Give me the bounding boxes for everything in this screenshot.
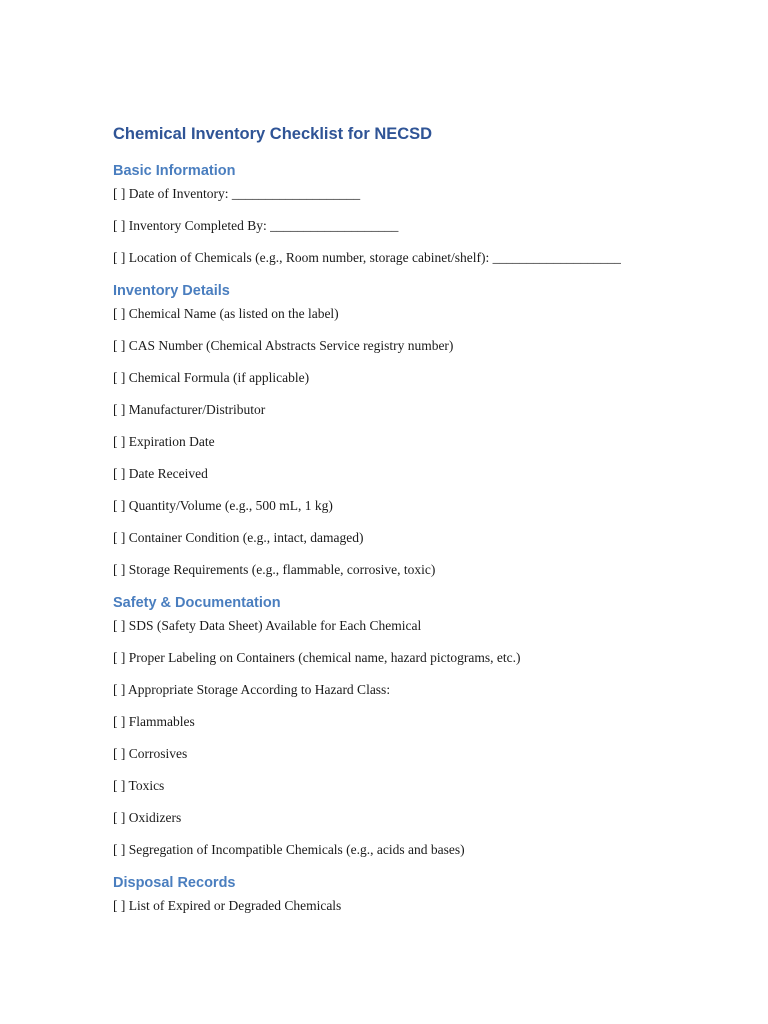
section-heading-safety-documentation: Safety & Documentation [113,595,281,611]
checklist-item [113,714,195,730]
checklist-item [113,682,390,698]
checklist-item-text: Expiration Date [128,434,215,449]
checklist-item [113,778,164,794]
section-heading-basic-information: Basic Information [113,163,236,179]
checklist-item-text: Date Received [128,466,208,481]
section-heading-inventory-details: Inventory Details [113,283,230,299]
checklist-item-text: Segregation of Incompatible Chemicals (e.g., acids and bases) [128,842,465,857]
checklist-item [113,370,309,386]
checklist-item [113,434,215,450]
checkbox-marker[interactable]: [ ] [113,306,126,321]
checklist-item [113,250,621,266]
checklist-item [113,562,435,578]
checkbox-marker[interactable]: [ ] [113,810,126,825]
checklist-item [113,842,465,858]
checkbox-marker[interactable]: [ ] [113,466,126,481]
checkbox-marker[interactable]: [ ] [113,618,126,633]
checkbox-marker[interactable]: [ ] [113,530,126,545]
checkbox-marker[interactable]: [ ] [113,562,126,577]
checklist-item [113,898,341,914]
checklist-item [113,466,208,482]
checklist-item-text: Inventory Completed By: ___________________ [128,218,399,233]
checkbox-marker[interactable]: [ ] [113,338,126,353]
checklist-item-text: Chemical Name (as listed on the label) [128,306,339,321]
checkbox-marker[interactable]: [ ] [113,250,126,265]
checklist-item [113,618,421,634]
checklist-item-text: Flammables [128,714,195,729]
checklist-item-text: Toxics [128,778,165,793]
checklist-item-text: Manufacturer/Distributor [128,402,266,417]
checklist-item-text: CAS Number (Chemical Abstracts Service registry number) [128,338,454,353]
checklist-item-text: Storage Requirements (e.g., flammable, corrosive, toxic) [128,562,436,577]
checklist-item [113,402,265,418]
checklist-item [113,746,187,762]
checkbox-marker[interactable]: [ ] [113,714,126,729]
checklist-item-text: Proper Labeling on Containers (chemical name, hazard pictograms, etc.) [128,650,521,665]
checklist-item-text: Oxidizers [128,810,182,825]
checkbox-marker[interactable]: [ ] [113,746,126,761]
checklist-item-text: List of Expired or Degraded Chemicals [128,898,342,913]
checkbox-marker[interactable]: [ ] [113,842,126,857]
checklist-item-text: Quantity/Volume (e.g., 500 mL, 1 kg) [128,498,333,513]
checkbox-marker[interactable]: [ ] [113,218,126,233]
checklist-item-text: Chemical Formula (if applicable) [128,370,310,385]
checkbox-marker[interactable]: [ ] [113,498,126,513]
checklist-item [113,530,363,546]
document-title: Chemical Inventory Checklist for NECSD [113,125,433,143]
checkbox-marker[interactable]: [ ] [113,898,126,913]
checklist-item-text: Appropriate Storage According to Hazard Class: [128,682,391,697]
checklist-item-text: Container Condition (e.g., intact, damaged) [128,530,364,545]
checkbox-marker[interactable]: [ ] [113,186,126,201]
checklist-item [113,810,181,826]
checklist-item [113,338,453,354]
checklist-item-text: Location of Chemicals (e.g., Room number, storage cabinet/shelf): ___________________ [128,250,621,265]
checkbox-marker[interactable]: [ ] [113,778,126,793]
checklist-item [113,498,333,514]
checklist-item-text: Date of Inventory: ___________________ [128,186,361,201]
checklist-item-text: SDS (Safety Data Sheet) Available for Each Chemical [128,618,422,633]
checklist-item [113,186,360,202]
checkbox-marker[interactable]: [ ] [113,434,126,449]
checklist-item-text: Corrosives [128,746,188,761]
checkbox-marker[interactable]: [ ] [113,650,126,665]
checkbox-marker[interactable]: [ ] [113,682,126,697]
checkbox-marker[interactable]: [ ] [113,402,126,417]
checklist-item [113,306,339,322]
checklist-item [113,650,520,666]
section-heading-disposal-records: Disposal Records [113,875,236,891]
checklist-item [113,218,398,234]
checkbox-marker[interactable]: [ ] [113,370,126,385]
